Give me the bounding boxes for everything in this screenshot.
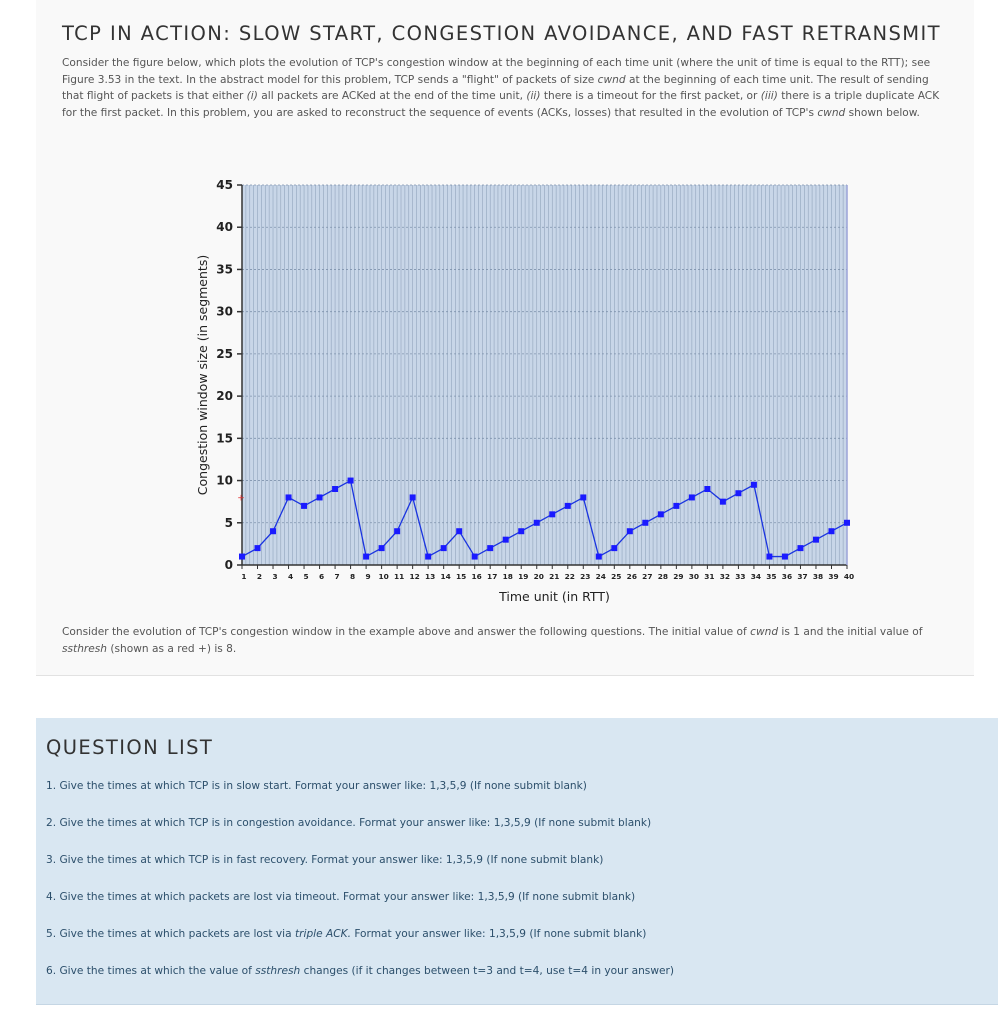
cwnd-data-point xyxy=(704,486,710,492)
cwnd-data-point xyxy=(782,554,788,560)
y-tick-label: 25 xyxy=(216,346,233,361)
x-tick-label: 18 xyxy=(502,572,513,581)
x-tick-label: 22 xyxy=(564,572,575,581)
x-tick-label: 19 xyxy=(518,572,529,581)
text-segment: cwnd xyxy=(750,626,779,638)
x-tick-label: 13 xyxy=(425,572,436,581)
x-tick-label: 25 xyxy=(611,572,622,581)
cwnd-data-point xyxy=(596,554,602,560)
cwnd-data-point xyxy=(456,528,462,534)
x-tick-label: 35 xyxy=(766,572,777,581)
x-tick-label: 2 xyxy=(256,572,263,581)
text-segment: there is a triple duplicate ACK for the first packet. In this problem, you are asked to reconstruct the sequence of events (ACKs, losses) that resulted in the evolution of TCP's xyxy=(62,90,940,119)
x-tick-label: 4 xyxy=(287,572,294,581)
y-tick-label: 30 xyxy=(216,304,233,319)
x-tick-label: 37 xyxy=(797,572,808,581)
cwnd-data-point xyxy=(580,494,586,500)
cwnd-data-point xyxy=(270,528,276,534)
question-text: changes (if it changes between t=3 and t=4, use t=4 in your answer) xyxy=(300,965,674,977)
text-segment: there is a timeout for the first packet, or xyxy=(540,90,761,102)
x-tick-label: 28 xyxy=(657,572,668,581)
cwnd-data-point xyxy=(239,554,245,560)
cwnd-data-point xyxy=(348,478,354,484)
question-text: 3. Give the times at which TCP is in fast recovery. Format your answer like: 1,3,5,9 (If none submit blank) xyxy=(46,854,604,866)
cwnd-data-point xyxy=(720,499,726,505)
cwnd-data-point xyxy=(611,545,617,551)
x-tick-label: 6 xyxy=(318,572,325,581)
y-tick-label: 15 xyxy=(216,431,233,446)
question-item[interactable] xyxy=(46,851,988,888)
x-tick-label: 21 xyxy=(549,572,560,581)
x-tick-label: 8 xyxy=(350,572,356,581)
x-tick-label: 33 xyxy=(735,572,746,581)
cwnd-data-point xyxy=(813,537,819,543)
x-axis-title: Time unit (in RTT) xyxy=(499,589,610,604)
question-item[interactable] xyxy=(46,814,988,851)
cwnd-data-point xyxy=(735,490,741,496)
text-segment: (ii) xyxy=(526,90,541,102)
question-item[interactable] xyxy=(46,888,988,925)
cwnd-data-point xyxy=(472,554,478,560)
text-segment: ssthresh xyxy=(62,642,108,655)
page-title: TCP IN ACTION: SLOW START, CONGESTION AVOIDANCE, AND FAST RETRANSMIT xyxy=(62,22,941,45)
cwnd-data-point xyxy=(642,520,648,526)
x-tick-label: 12 xyxy=(409,572,420,581)
text-segment: at the beginning of each time unit. The result of sending that flight of packets is that either xyxy=(62,73,929,102)
cwnd-data-point xyxy=(363,554,369,560)
question-text: Format your answer like: 1,3,5,9 (If none submit blank) xyxy=(350,928,647,940)
text-segment: cwnd xyxy=(597,73,626,86)
x-tick-label: 30 xyxy=(688,572,700,581)
question-text: 1. Give the times at which TCP is in slow start. Format your answer like: 1,3,5,9 (If none submit blank) xyxy=(46,780,587,792)
question-list-panel xyxy=(36,718,998,1005)
cwnd-data-point xyxy=(503,537,509,543)
x-tick-label: 26 xyxy=(626,572,637,581)
question-list xyxy=(46,777,988,999)
x-tick-label: 29 xyxy=(673,572,684,581)
x-tick-label: 7 xyxy=(334,572,340,581)
y-tick-label: 10 xyxy=(216,473,233,488)
text-segment: Consider the evolution of TCP's congestion window in the example above and answer the following questions. The initial value of xyxy=(62,626,751,638)
y-tick-label: 40 xyxy=(216,220,233,235)
x-tick-label: 17 xyxy=(487,572,498,581)
question-text: 4. Give the times at which packets are lost via timeout. Format your answer like: 1,3,5,9 (If none submit blank) xyxy=(46,891,636,903)
cwnd-data-point xyxy=(317,494,323,500)
question-item[interactable] xyxy=(46,777,988,814)
y-tick-label: 5 xyxy=(224,515,233,530)
y-tick-label: 20 xyxy=(216,389,233,404)
x-tick-label: 39 xyxy=(828,572,839,581)
cwnd-data-point xyxy=(332,486,338,492)
cwnd-data-point xyxy=(565,503,571,509)
cwnd-data-point xyxy=(394,528,400,534)
x-tick-label: 16 xyxy=(471,572,482,581)
text-segment: (i) xyxy=(246,90,258,102)
follow-up-paragraph xyxy=(62,624,952,657)
cwnd-data-point xyxy=(673,503,679,509)
x-tick-label: 15 xyxy=(456,572,467,581)
question-text: 6. Give the times at which the value of xyxy=(46,965,256,977)
question-item[interactable] xyxy=(46,962,988,999)
cwnd-chart-svg xyxy=(150,178,870,610)
cwnd-data-point xyxy=(379,545,385,551)
x-tick-label: 20 xyxy=(533,572,544,581)
x-tick-label: 23 xyxy=(580,572,591,581)
x-tick-label: 9 xyxy=(365,572,371,581)
text-segment: (shown as a red +) is 8. xyxy=(107,642,237,655)
x-tick-label: 32 xyxy=(719,572,731,581)
x-tick-label: 40 xyxy=(843,572,855,581)
question-text: ssthresh xyxy=(255,965,301,977)
cwnd-data-point xyxy=(487,545,493,551)
cwnd-data-point xyxy=(425,554,431,560)
cwnd-data-point xyxy=(549,511,555,517)
x-tick-label: 1 xyxy=(241,572,247,581)
cwnd-data-point xyxy=(301,503,307,509)
text-segment: is 1 and the initial value of xyxy=(778,626,923,638)
y-axis-title: Congestion window size (in segments) xyxy=(195,254,210,496)
x-tick-label: 10 xyxy=(378,572,389,581)
question-text: 5. Give the times at which packets are lost via xyxy=(46,928,295,940)
cwnd-data-point xyxy=(286,494,292,500)
cwnd-data-point xyxy=(627,528,633,534)
ssthresh-marker: + xyxy=(237,493,245,504)
cwnd-data-point xyxy=(410,494,416,500)
y-tick-label: 45 xyxy=(216,178,233,192)
x-tick-label: 24 xyxy=(595,572,606,581)
cwnd-data-point xyxy=(658,511,664,517)
y-tick-label: 0 xyxy=(224,558,233,572)
question-list-title: QUESTION LIST xyxy=(46,736,214,759)
cwnd-data-point xyxy=(751,482,757,488)
intro-paragraph xyxy=(62,55,948,121)
x-tick-label: 11 xyxy=(393,572,405,581)
x-tick-label: 3 xyxy=(272,572,278,581)
text-segment: cwnd xyxy=(817,106,846,119)
text-segment: (iii) xyxy=(760,90,778,102)
x-tick-label: 38 xyxy=(812,572,824,581)
cwnd-data-point xyxy=(766,554,772,560)
x-tick-label: 5 xyxy=(303,572,309,581)
cwnd-data-point xyxy=(828,528,834,534)
question-item[interactable] xyxy=(46,925,988,962)
x-tick-label: 36 xyxy=(781,572,793,581)
x-tick-label: 34 xyxy=(750,572,762,581)
y-tick-label: 35 xyxy=(216,262,233,277)
cwnd-chart xyxy=(150,178,870,610)
text-segment: all packets are ACKed at the end of the time unit, xyxy=(257,90,527,102)
cwnd-data-point xyxy=(844,520,850,526)
cwnd-data-point xyxy=(441,545,447,551)
cwnd-data-point xyxy=(797,545,803,551)
x-tick-label: 14 xyxy=(440,572,451,581)
x-tick-label: 27 xyxy=(642,572,653,581)
text-segment: Consider the figure below, which plots the evolution of TCP's congestion window at the beginning of each time unit (where the unit of time is equal to the RTT); see Figure 3.53 in the text. In the abstract model for this problem, TCP sends a "flight" of packets of size xyxy=(62,57,931,86)
x-tick-label: 31 xyxy=(704,572,715,581)
text-segment: shown below. xyxy=(845,106,920,119)
question-text: 2. Give the times at which TCP is in congestion avoidance. Format your answer like: 1,3,5,9 (If none submit blank) xyxy=(46,817,652,829)
question-text: triple ACK. xyxy=(295,928,351,940)
cwnd-data-point xyxy=(534,520,540,526)
cwnd-data-point xyxy=(518,528,524,534)
cwnd-data-point xyxy=(689,494,695,500)
cwnd-data-point xyxy=(255,545,261,551)
